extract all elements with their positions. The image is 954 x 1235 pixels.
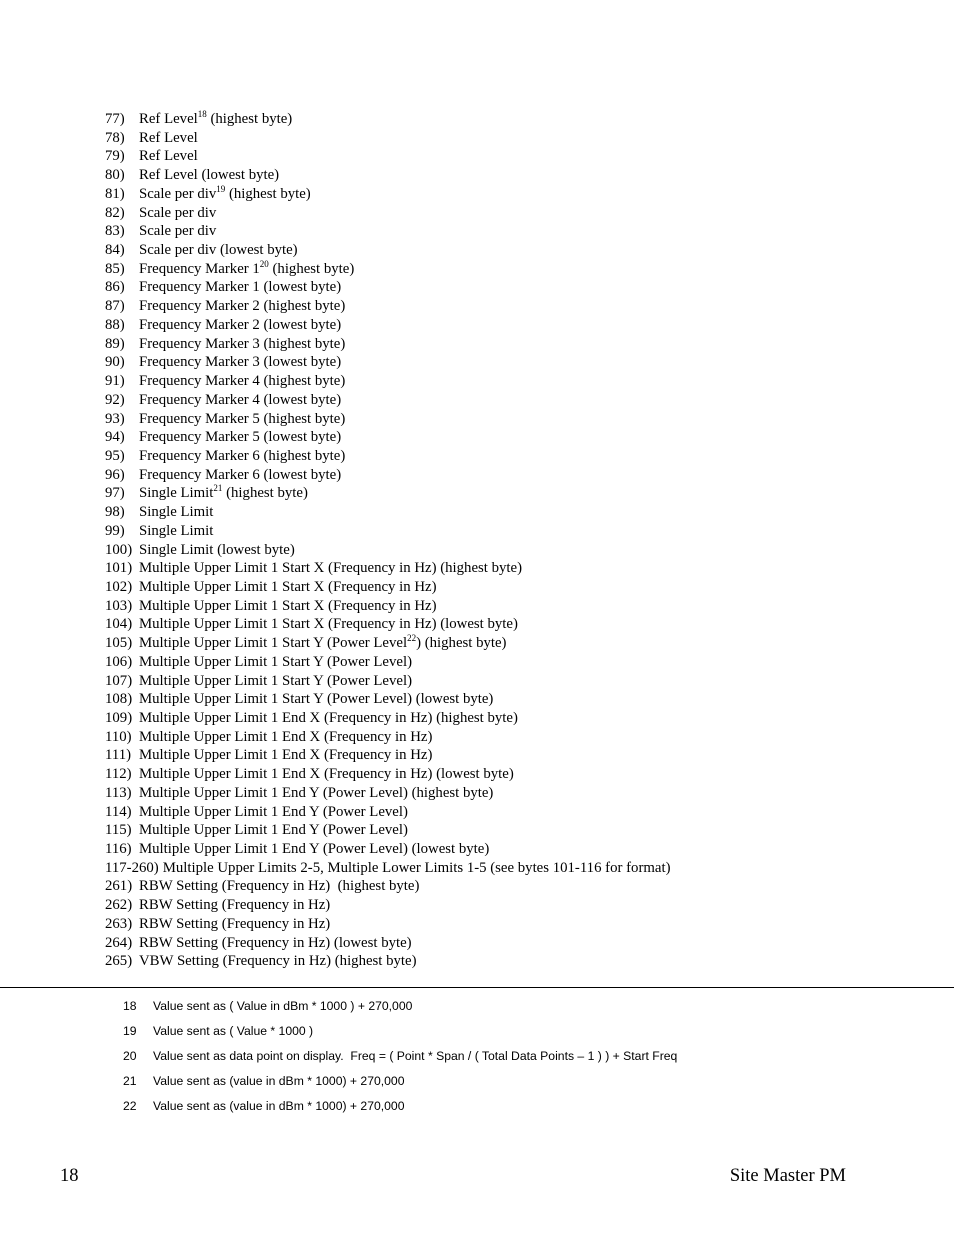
item-number: 93): [105, 410, 125, 427]
list-item: [105, 578, 671, 597]
item-text: [139, 709, 518, 728]
item-number: 108): [105, 691, 133, 708]
item-text: [139, 503, 213, 522]
item-number: 114): [105, 803, 132, 820]
list-item: [105, 222, 671, 241]
list-item: [105, 522, 671, 541]
item-number: 84): [105, 242, 125, 259]
item-label: Multiple Upper Limit 1 End X (Frequency in Hz) (lowest byte): [139, 766, 514, 783]
list-item: [105, 278, 671, 297]
list-item: [105, 447, 671, 466]
item-label-suffix: (highest byte): [225, 185, 311, 202]
item-label: Scale per div (lowest byte): [139, 242, 298, 259]
footnote: [123, 1096, 677, 1121]
list-item: [105, 803, 671, 822]
item-text: [139, 765, 514, 784]
item-text: [139, 447, 345, 466]
item-label: Frequency Marker 4 (lowest byte): [139, 391, 342, 408]
footnote-number: 20: [123, 1049, 137, 1063]
list-item: [105, 241, 671, 260]
list-item: [105, 110, 671, 129]
footnote-ref: 19: [216, 183, 226, 194]
item-label: Frequency Marker 2 (highest byte): [139, 298, 346, 315]
item-number: 102): [105, 578, 133, 595]
footnote-number: 21: [123, 1074, 137, 1088]
item-label: Multiple Upper Limit 1 End Y (Power Level) (lowest byte): [139, 841, 490, 858]
list-item: [105, 166, 671, 185]
item-number: 101): [105, 560, 133, 577]
item-label-suffix: (highest byte): [268, 260, 355, 277]
footnote-text: Value sent as (value in dBm * 1000) + 270,000: [153, 1099, 405, 1113]
footnote-separator: [0, 987, 954, 988]
item-number: 89): [105, 335, 125, 352]
item-text: [139, 110, 292, 129]
item-number: 82): [105, 204, 125, 221]
item-text: [139, 934, 412, 953]
item-label: Ref Level: [139, 111, 198, 127]
item-text: [139, 952, 417, 971]
item-number: 90): [105, 354, 125, 371]
footnote-text: Value sent as ( Value * 1000 ): [153, 1024, 314, 1038]
list-item: [105, 634, 671, 653]
item-text: [139, 597, 437, 616]
item-number: 115): [105, 822, 132, 839]
list-item: [105, 934, 671, 953]
list-item: [105, 784, 671, 803]
item-label: Frequency Marker 3 (lowest byte): [139, 354, 342, 371]
item-label: Multiple Upper Limit 1 Start X (Frequency in Hz) (lowest byte): [139, 616, 518, 633]
list-item: [105, 709, 671, 728]
item-label: Multiple Upper Limits 2-5, Multiple Lower Limits 1-5 (see bytes 101-116 for format): [162, 859, 671, 876]
list-item: [105, 952, 671, 971]
item-number: 113): [105, 784, 132, 801]
list-item: [105, 672, 671, 691]
list-item: [105, 428, 671, 447]
list-item: [105, 728, 671, 747]
list-item: [105, 129, 671, 148]
list-item: [105, 185, 671, 204]
item-label: RBW Setting (Frequency in Hz): [139, 915, 331, 932]
item-text: [139, 728, 432, 747]
item-label-suffix: (highest byte): [206, 111, 293, 127]
item-number: 85): [105, 260, 125, 277]
item-label: Multiple Upper Limit 1 End Y (Power Level): [139, 803, 408, 820]
list-item: [105, 147, 671, 166]
item-number: 263): [105, 915, 133, 932]
item-text: [139, 335, 345, 354]
item-text: [139, 840, 489, 859]
footnote: [123, 1021, 677, 1046]
byte-list: [105, 110, 671, 971]
item-number: 96): [105, 466, 125, 483]
item-text: [139, 672, 412, 691]
page-number: 18: [60, 1166, 79, 1186]
item-label: Frequency Marker 5 (lowest byte): [139, 429, 342, 446]
item-text: [139, 166, 279, 185]
item-text: [139, 541, 295, 560]
item-number: 77): [105, 111, 125, 127]
item-number: 97): [105, 485, 125, 502]
item-label: Ref Level: [139, 129, 198, 146]
item-number: 99): [105, 522, 125, 539]
item-number: 117-260): [105, 859, 159, 876]
item-text: [139, 746, 432, 765]
item-number: 262): [105, 897, 133, 914]
item-number: 100): [105, 541, 133, 558]
item-label: Single Limit: [139, 522, 214, 539]
item-label-suffix: ) (highest byte): [416, 635, 507, 652]
item-number: 111): [105, 747, 132, 764]
item-text: [139, 222, 216, 241]
item-text: [139, 278, 341, 297]
item-text: [139, 147, 198, 166]
item-text: [139, 260, 354, 279]
item-number: 105): [105, 635, 133, 652]
item-text: [163, 859, 671, 878]
footnote-ref: 21: [213, 483, 223, 494]
item-number: 104): [105, 616, 133, 633]
item-number: 86): [105, 279, 125, 296]
item-text: [139, 129, 198, 148]
footnote-ref: 20: [259, 258, 269, 269]
item-text: [139, 784, 493, 803]
item-number: 110): [105, 728, 132, 745]
item-text: [139, 410, 345, 429]
item-label: Frequency Marker 6 (lowest byte): [139, 466, 342, 483]
item-label: Frequency Marker 6 (highest byte): [139, 447, 346, 464]
list-item: [105, 765, 671, 784]
item-number: 106): [105, 653, 133, 670]
list-item: [105, 821, 671, 840]
item-number: 261): [105, 878, 133, 895]
item-label: Single Limit (lowest byte): [139, 541, 295, 558]
item-text: [139, 372, 345, 391]
list-item: [105, 597, 671, 616]
item-label: Frequency Marker 5 (highest byte): [139, 410, 346, 427]
document-title: Site Master PM: [729, 1166, 846, 1186]
item-text: [139, 559, 522, 578]
item-label-suffix: (highest byte): [222, 485, 308, 502]
item-number: 91): [105, 373, 125, 390]
list-item: [105, 260, 671, 279]
item-text: [139, 522, 213, 541]
item-text: [139, 634, 506, 653]
list-item: [105, 316, 671, 335]
item-label: RBW Setting (Frequency in Hz) (lowest byte): [139, 934, 412, 951]
item-number: 87): [105, 298, 125, 315]
list-item: [105, 391, 671, 410]
item-text: [139, 690, 493, 709]
item-label: VBW Setting (Frequency in Hz) (highest byte): [139, 953, 417, 970]
item-label: Multiple Upper Limit 1 End Y (Power Level): [139, 822, 408, 839]
item-label: Multiple Upper Limit 1 Start X (Frequency in Hz): [139, 597, 437, 614]
item-text: [139, 185, 311, 204]
list-item: [105, 690, 671, 709]
item-text: [139, 466, 341, 485]
item-number: 109): [105, 710, 133, 726]
item-label: RBW Setting (Frequency in Hz): [139, 897, 331, 914]
item-number: 107): [105, 672, 133, 689]
item-text: [139, 615, 518, 634]
item-text: [139, 896, 330, 915]
list-item: [105, 653, 671, 672]
footnote: [123, 1071, 677, 1096]
item-label: Multiple Upper Limit 1 Start Y (Power Level: [139, 635, 408, 652]
list-item: [105, 877, 671, 896]
item-label: Single Limit: [139, 485, 214, 502]
item-label: Frequency Marker 3 (highest byte): [139, 335, 346, 352]
item-label: RBW Setting (Frequency in Hz) (highest byte): [139, 878, 420, 895]
list-item: [105, 372, 671, 391]
item-text: [139, 578, 437, 597]
list-item: [105, 353, 671, 372]
list-item: [105, 466, 671, 485]
list-item: [105, 335, 671, 354]
list-item: [105, 503, 671, 522]
footnote-list: [123, 996, 677, 1121]
footnote-number: 19: [123, 1024, 137, 1038]
item-number: 95): [105, 447, 125, 464]
item-text: [139, 391, 341, 410]
footnote-ref: 18: [197, 109, 207, 119]
item-label: Ref Level: [139, 148, 198, 165]
footnote-number: 18: [123, 999, 137, 1013]
item-text: [139, 241, 298, 260]
item-label: Multiple Upper Limit 1 End X (Frequency in Hz): [139, 728, 433, 745]
list-item: [105, 859, 671, 878]
item-text: [139, 353, 341, 372]
item-number: 88): [105, 316, 125, 333]
list-item: [105, 840, 671, 859]
footnote-text: Value sent as data point on display. Freq = ( Point * Span / ( Total Data Points – 1 ) ) + Start Freq: [153, 1049, 678, 1063]
item-label: Multiple Upper Limit 1 End X (Frequency in Hz): [139, 747, 433, 764]
footnote-ref: 22: [407, 633, 417, 644]
item-label: Multiple Upper Limit 1 End X (Frequency in Hz) (highest byte): [139, 710, 518, 726]
item-number: 103): [105, 597, 133, 614]
item-text: [139, 204, 216, 223]
item-number: 79): [105, 148, 125, 165]
footnote-text: Value sent as (value in dBm * 1000) + 270,000: [153, 1074, 405, 1088]
item-label: Multiple Upper Limit 1 Start X (Frequency in Hz) (highest byte): [139, 560, 522, 577]
item-label: Multiple Upper Limit 1 Start Y (Power Level): [139, 672, 412, 689]
item-label: Ref Level (lowest byte): [139, 167, 280, 184]
list-item: [105, 746, 671, 765]
footnote: [123, 996, 677, 1021]
item-text: [139, 653, 412, 672]
item-text: [139, 297, 345, 316]
item-number: 83): [105, 223, 125, 240]
list-item: [105, 204, 671, 223]
item-text: [139, 316, 341, 335]
item-text: [139, 915, 330, 934]
footnote-text: Value sent as ( Value in dBm * 1000 ) + 270,000: [153, 999, 413, 1013]
item-text: [139, 803, 408, 822]
item-number: 78): [105, 129, 125, 146]
item-number: 264): [105, 934, 133, 951]
list-item: [105, 297, 671, 316]
item-number: 112): [105, 766, 132, 783]
item-number: 94): [105, 429, 125, 446]
item-label: Single Limit: [139, 504, 214, 521]
list-item: [105, 559, 671, 578]
item-number: 265): [105, 953, 133, 970]
item-label: Frequency Marker 1: [139, 260, 260, 277]
item-number: 98): [105, 504, 125, 521]
item-label: Frequency Marker 2 (lowest byte): [139, 316, 342, 333]
item-text: [139, 877, 419, 896]
item-label: Scale per div: [139, 185, 217, 202]
list-item: [105, 410, 671, 429]
item-label: Multiple Upper Limit 1 Start X (Frequency in Hz): [139, 578, 437, 595]
item-label: Multiple Upper Limit 1 End Y (Power Level) (highest byte): [139, 784, 494, 801]
footnote: [123, 1046, 677, 1071]
footnote-number: 22: [123, 1099, 137, 1113]
item-number: 80): [105, 167, 125, 184]
list-item: [105, 896, 671, 915]
list-item: [105, 541, 671, 560]
item-label: Multiple Upper Limit 1 Start Y (Power Level) (lowest byte): [139, 691, 494, 708]
item-number: 92): [105, 391, 125, 408]
list-item: [105, 484, 671, 503]
item-text: [139, 484, 308, 503]
item-label: Multiple Upper Limit 1 Start Y (Power Level): [139, 653, 412, 670]
item-label: Scale per div: [139, 204, 217, 221]
item-number: 81): [105, 185, 125, 202]
item-number: 116): [105, 841, 132, 858]
item-label: Frequency Marker 1 (lowest byte): [139, 279, 342, 296]
list-item: [105, 915, 671, 934]
item-label: Scale per div: [139, 223, 217, 240]
item-text: [139, 821, 408, 840]
list-item: [105, 615, 671, 634]
item-text: [139, 428, 341, 447]
item-label: Frequency Marker 4 (highest byte): [139, 373, 346, 390]
